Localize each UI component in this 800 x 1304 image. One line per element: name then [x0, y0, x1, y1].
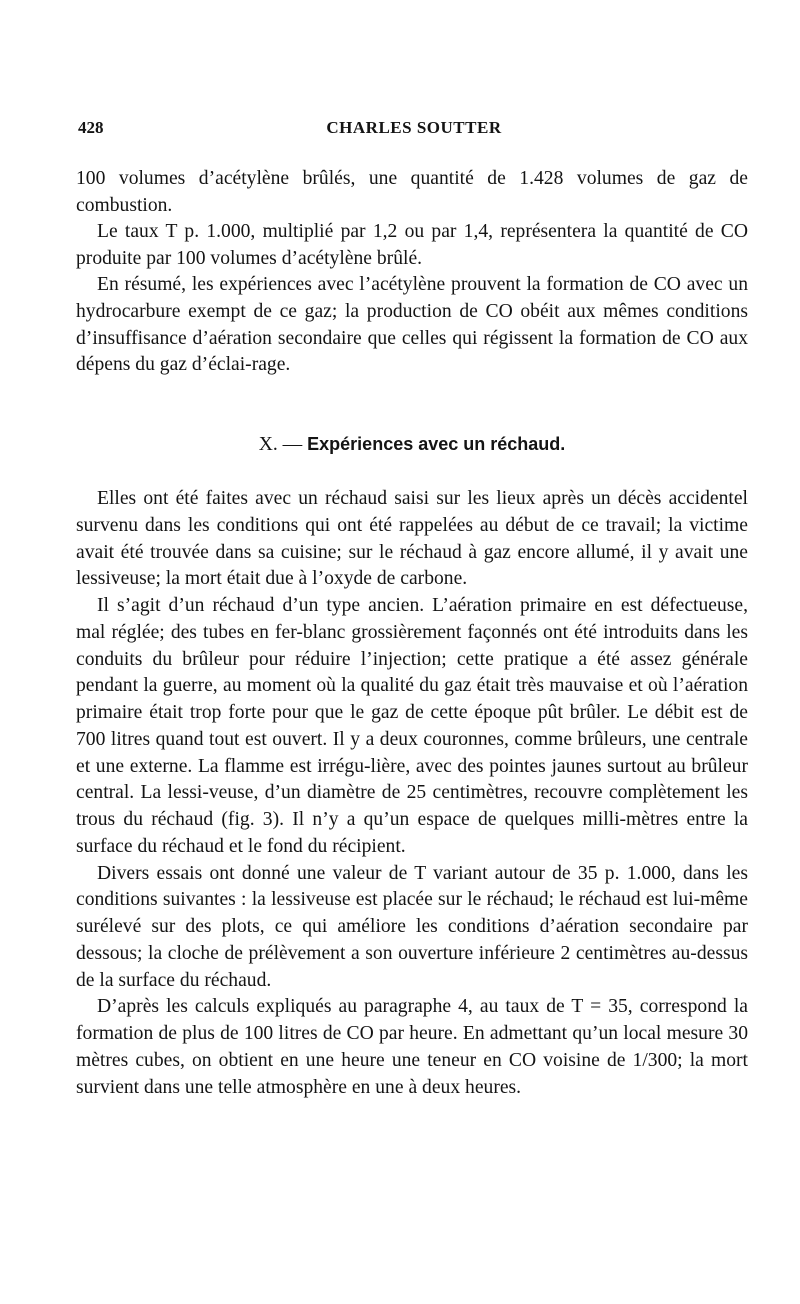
- paragraph: En résumé, les expériences avec l’acétylène prouvent la formation de CO avec un hydrocarbure exempt de ce gaz; la production de CO obéit aux mêmes conditions d’insuffisance d’aération secondaire que celles qui régissent la formation de CO aux dépens du gaz d’éclai-rage.: [76, 274, 748, 376]
- running-head: [78, 118, 750, 146]
- text-block-before-section: [76, 166, 748, 379]
- paragraph: D’après les calculs expliqués au paragraphe 4, au taux de T = 35, correspond la formation de plus de 100 litres de CO par heure. En admettant qu’un local mesure 30 mètres cubes, on obtient en une heure une teneur en CO voisine de 1/300; la mort survient dans une telle atmosphère en une à deux heures.: [76, 996, 748, 1098]
- running-title: CHARLES SOUTTER: [326, 118, 502, 137]
- text-block-after-section: [76, 486, 748, 1101]
- paragraph: Il s’agit d’un réchaud d’un type ancien. L’aération primaire en est défectueuse, mal réglée; des tubes en fer-blanc grossièrement façonnés ont été introduits dans les conduits du brûleur pour réduire l’injection; cette pratique a été assez générale pendant la guerre, au moment où la qualité du gaz était très mauvaise et où l’aération primaire était trop forte pour que le gaz de cette époque pût brûler. Le débit est de 700 litres quand tout est ouvert. Il y a deux couronnes, comme brûleurs, une centrale et une externe. La flamme est irrégu-lière, avec des pointes jaunes surtout au brûleur central. La lessi-veuse, d’un diamètre de 25 centimètres, recouvre complètement les trous du réchaud (fig. 3). Il n’y a qu’un espace de quelques milli-mètres entre la surface du réchaud et le fond du récipient.: [76, 595, 748, 857]
- section-heading: [76, 431, 748, 458]
- paragraph: Le taux T p. 1.000, multiplié par 1,2 ou par 1,4, représentera la quantité de CO produite par 100 volumes d’acétylène brûlé.: [76, 221, 748, 269]
- page-number: 428: [78, 118, 104, 137]
- section-number: X. —: [258, 434, 303, 455]
- paragraph: Elles ont été faites avec un réchaud saisi sur les lieux après un décès accidentel survenu dans les conditions qui ont été rappelées au début de ce travail; la victime avait été trouvée dans sa cuisine; sur le réchaud à gaz encore allumé, il y avait une lessiveuse; la mort était due à l’oxyde de carbone.: [76, 488, 748, 590]
- paragraph: Divers essais ont donné une valeur de T variant autour de 35 p. 1.000, dans les conditions suivantes : la lessiveuse est placée sur le réchaud; le réchaud est lui-même surélevé sur des plots, ce qui améliore les conditions d’aération secondaire par dessous; la cloche de prélèvement a son ouverture inférieure 2 centimètres au-dessus de la surface du réchaud.: [76, 862, 748, 991]
- section-title: Expériences avec un réchaud.: [307, 434, 566, 454]
- paragraph: 100 volumes d’acétylène brûlés, une quantité de 1.428 volumes de gaz de combustion.: [76, 168, 748, 216]
